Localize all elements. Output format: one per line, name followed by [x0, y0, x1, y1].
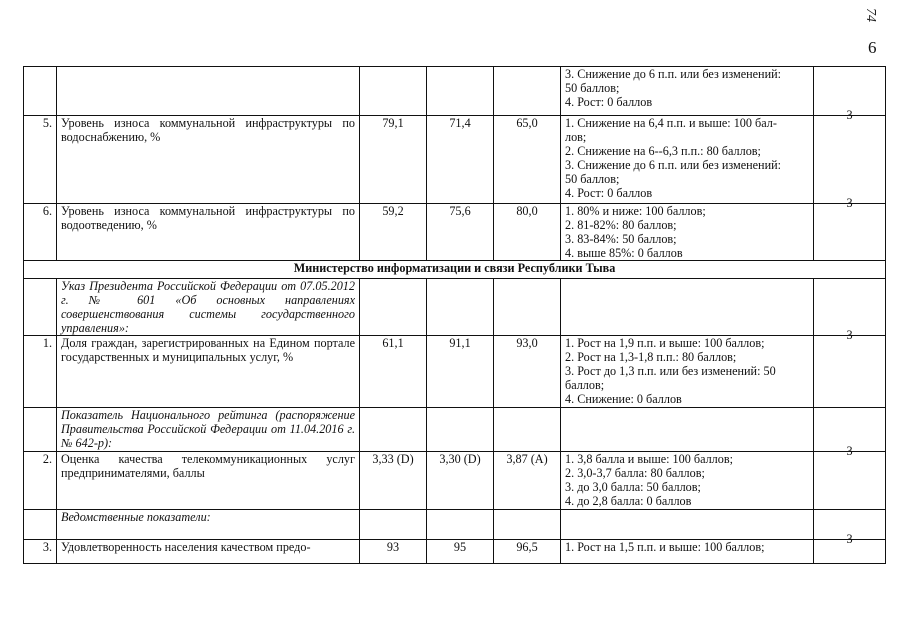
empty-cell	[561, 408, 814, 452]
criteria-line: 4. Рост: 0 баллов	[565, 95, 653, 109]
indicators-table	[23, 66, 886, 564]
value-1: 61,1	[360, 336, 427, 408]
row-number	[24, 279, 57, 336]
empty-cell	[561, 279, 814, 336]
criteria-cell	[561, 540, 814, 564]
weight-value: 3	[846, 108, 853, 122]
value-3: 65,0	[494, 116, 561, 204]
empty-cell	[494, 510, 561, 540]
empty-cell	[814, 279, 886, 336]
table-row	[24, 336, 886, 408]
empty-cell	[427, 510, 494, 540]
value-3	[494, 67, 561, 116]
subhead-text: Указ Президента Российской Федерации от 07.05.2012 г. № 601 «Об основных направлениях совершенствования системы государственного управления»:	[57, 279, 360, 336]
section-title: Министерство информатизации и связи Республики Тыва	[24, 261, 886, 279]
criteria-cell	[561, 116, 814, 204]
value-3: 93,0	[494, 336, 561, 408]
weight-cell	[814, 444, 886, 510]
table-row	[24, 204, 886, 261]
criteria-line: 3. 83-84%: 50 баллов;	[565, 232, 677, 246]
empty-cell	[494, 279, 561, 336]
criteria-line: 1. Рост на 1,5 п.п. и выше: 100 баллов;	[565, 540, 765, 554]
weight-cell	[814, 532, 886, 564]
criteria-line: 1. 3,8 балла и выше: 100 баллов;	[565, 452, 733, 466]
value-1: 3,33 (D)	[360, 452, 427, 510]
weight-value: 3	[846, 444, 853, 458]
weight-cell	[814, 108, 886, 204]
criteria-cell	[561, 67, 814, 116]
row-number: 5.	[24, 116, 57, 204]
row-number: 1.	[24, 336, 57, 408]
criteria-line: 50 баллов;	[565, 81, 620, 95]
weight-value: 3	[846, 328, 853, 342]
criteria-line: 4. выше 85%: 0 баллов	[565, 246, 683, 260]
value-1: 59,2	[360, 204, 427, 261]
empty-cell	[427, 279, 494, 336]
value-1: 79,1	[360, 116, 427, 204]
subhead-text: Показатель Национального рейтинга (распоряжение Правительства Российской Федерации от 11.04.2016 г. № 642-р):	[57, 408, 360, 452]
criteria-line: 3. до 3,0 балла: 50 баллов;	[565, 480, 701, 494]
row-number: 2.	[24, 452, 57, 510]
subhead-row	[24, 279, 886, 336]
weight-cell	[814, 196, 886, 261]
value-3: 3,87 (A)	[494, 452, 561, 510]
indicator-name: Удовлетворенность населения качеством предо-	[57, 540, 360, 564]
criteria-line: 1. Рост на 1,9 п.п. и выше: 100 баллов;	[565, 336, 765, 350]
indicator-name	[57, 67, 360, 116]
criteria-cell	[561, 204, 814, 261]
criteria-line: 3. Рост до 1,3 п.п. или без изменений: 50	[565, 364, 776, 378]
handwritten-page-mark: 74	[863, 8, 878, 22]
value-1	[360, 67, 427, 116]
table-row	[24, 452, 886, 510]
value-2	[427, 67, 494, 116]
empty-cell	[360, 510, 427, 540]
indicator-name: Уровень износа коммунальной инфраструктуры по водоотведению, %	[57, 204, 360, 261]
row-number	[24, 67, 57, 116]
value-2: 75,6	[427, 204, 494, 261]
value-2: 95	[427, 540, 494, 564]
value-3: 80,0	[494, 204, 561, 261]
criteria-line: 2. Снижение на 6--6,3 п.п.: 80 баллов;	[565, 144, 761, 158]
value-2: 3,30 (D)	[427, 452, 494, 510]
row-number: 6.	[24, 204, 57, 261]
value-2: 91,1	[427, 336, 494, 408]
criteria-line: баллов;	[565, 378, 605, 392]
page-number: 6	[868, 38, 877, 57]
empty-cell	[360, 408, 427, 452]
criteria-line: 2. 81-82%: 80 баллов;	[565, 218, 677, 232]
empty-cell	[561, 510, 814, 540]
criteria-line: лов;	[565, 130, 587, 144]
row-number	[24, 510, 57, 540]
value-1: 93	[360, 540, 427, 564]
table-row	[24, 67, 886, 116]
subhead-row	[24, 408, 886, 452]
subhead-row	[24, 510, 886, 540]
section-row	[24, 261, 886, 279]
indicator-name: Доля граждан, зарегистрированных на Едином портале государственных и муниципальных услуг, %	[57, 336, 360, 408]
criteria-line: 4. до 2,8 балла: 0 баллов	[565, 494, 692, 508]
criteria-line: 1. Снижение на 6,4 п.п. и выше: 100 бал-	[565, 116, 777, 130]
row-number	[24, 408, 57, 452]
criteria-cell	[561, 452, 814, 510]
subhead-text: Ведомственные показатели:	[57, 510, 360, 540]
criteria-line: 3. Снижение до 6 п.п. или без изменений:	[565, 67, 782, 81]
criteria-line: 1. 80% и ниже: 100 баллов;	[565, 204, 706, 218]
empty-cell	[360, 279, 427, 336]
criteria-line: 50 баллов;	[565, 172, 620, 186]
indicator-name: Уровень износа коммунальной инфраструктуры по водоснабжению, %	[57, 116, 360, 204]
row-number: 3.	[24, 540, 57, 564]
empty-cell	[427, 408, 494, 452]
table-row	[24, 116, 886, 204]
criteria-line: 4. Рост: 0 баллов	[565, 186, 653, 200]
criteria-line: 3. Снижение до 6 п.п. или без изменений:	[565, 158, 782, 172]
table-row	[24, 540, 886, 564]
weight-cell	[814, 328, 886, 408]
value-2: 71,4	[427, 116, 494, 204]
weight-value: 3	[846, 532, 853, 546]
indicator-name: Оценка качества телекоммуникационных услуг предпринимателями, баллы	[57, 452, 360, 510]
value-3: 96,5	[494, 540, 561, 564]
weight-value: 3	[846, 196, 853, 210]
criteria-line: 2. 3,0-3,7 балла: 80 баллов;	[565, 466, 705, 480]
criteria-line: 4. Снижение: 0 баллов	[565, 392, 682, 406]
criteria-cell	[561, 336, 814, 408]
criteria-line: 2. Рост на 1,3-1,8 п.п.: 80 баллов;	[565, 350, 737, 364]
empty-cell	[494, 408, 561, 452]
